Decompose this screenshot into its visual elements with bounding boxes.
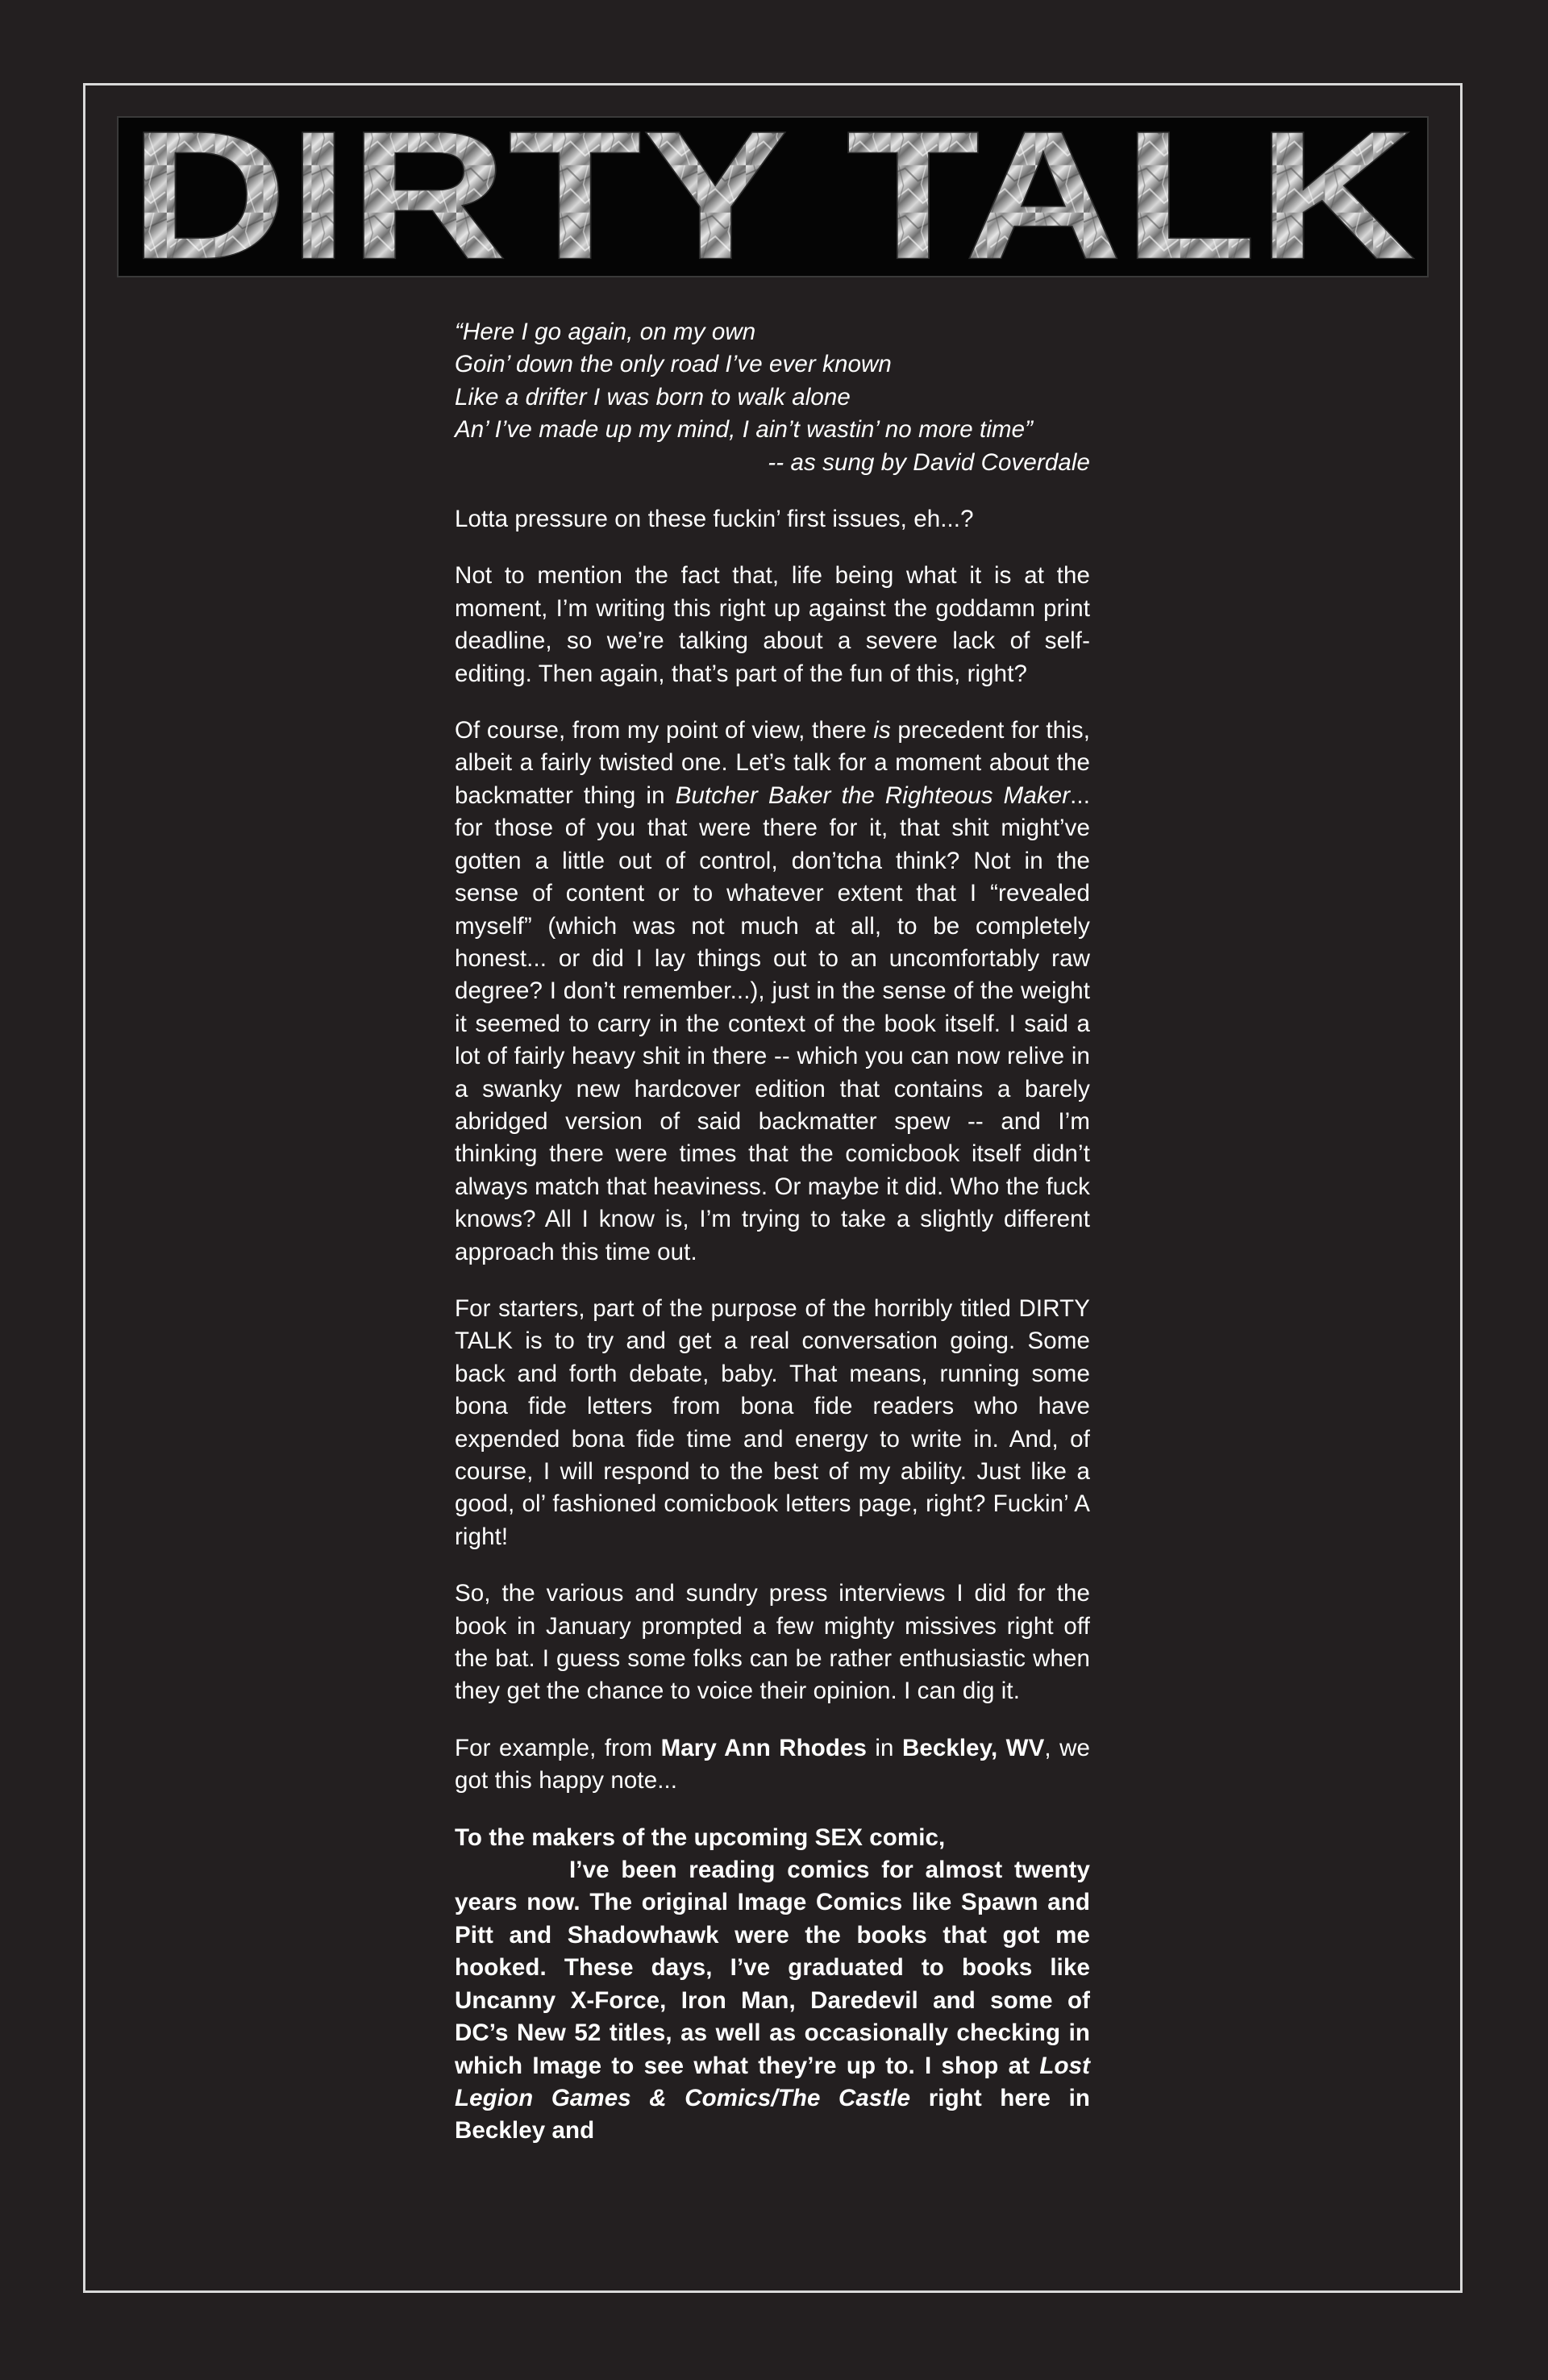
body-paragraph-2: Not to mention the fact that, life being what it is at the moment, I’m writing this right up against the goddamn print deadline, so we’re talking about a severe lack of self-editing. Then again, that’s part of the fun of this, right? bbox=[455, 562, 1090, 687]
masthead-title-text: DIRTY TALK bbox=[128, 118, 1417, 276]
book-title-butcher-baker: Butcher Baker the Righteous Maker bbox=[675, 782, 1071, 809]
body-paragraph-4: For starters, part of the purpose of the horribly titled DIRTY TALK is to try and get a real conversation going. Some back and forth debate, baby. That means, running some bona fide letters from bona fide readers who have expended bona fide time and energy to write in. And, of course, I will respond to the best of my ability. Just like a good, ol’ fashioned comicbook letters page, right? Fuckin’ A right! bbox=[455, 1294, 1090, 1550]
body-paragraph-6 bbox=[455, 1732, 1090, 1798]
text-run: Of course, from my point of view, there bbox=[455, 717, 874, 744]
letter-salutation: To the makers of the upcoming SEX comic, bbox=[455, 1824, 946, 1851]
text-run: precedent for this, albeit a fairly twisted one. Let’s talk for a moment about the backmatter thing in bbox=[455, 717, 1090, 809]
epigraph-line: An’ I’ve made up my mind, I ain’t wastin’ no more time” bbox=[455, 416, 1034, 444]
body-paragraph-1: Lotta pressure on these fuckin’ first issues, eh...? bbox=[455, 506, 974, 533]
masthead-title-graphic bbox=[119, 118, 1427, 276]
masthead-banner bbox=[117, 116, 1429, 277]
store-name: Lost Legion Games & Comics/The Castle bbox=[455, 2052, 1090, 2111]
body-paragraph-3 bbox=[455, 715, 1090, 1269]
epigraph-line: “Here I go again, on my own bbox=[455, 319, 756, 345]
letter-text: right here in Beckley and bbox=[455, 2084, 1090, 2145]
epigraph-line: Goin’ down the only road I’ve ever known bbox=[455, 351, 892, 378]
letter-writer-location: Beckley, WV bbox=[901, 1734, 1045, 1761]
emphasis-is: is bbox=[873, 717, 891, 744]
letter-text: I’ve been reading comics for almost twenty years now. The original Image Comics like Spawn and Pitt and Shadowhawk were the books that got me hooked. These days, I’ve graduated to books like Uncanny X-Force, Iron Man, Daredevil and some of DC’s New 52 titles, as well as occasionally checking in which Image to see what they’re up to. I shop at bbox=[455, 1857, 1090, 2079]
epigraph bbox=[455, 316, 1090, 479]
epigraph-line: Like a drifter I was born to walk alone bbox=[455, 383, 851, 411]
article-column bbox=[455, 316, 1090, 2172]
letter-writer-name: Mary Ann Rhodes bbox=[660, 1734, 867, 1761]
epigraph-credit: -- as sung by David Coverdale bbox=[768, 448, 1090, 476]
reader-letter bbox=[455, 1822, 1090, 2148]
body-paragraph-5: So, the various and sundry press interviews I did for the book in January prompted a few mighty missives right off the bat. I guess some folks can be rather enthusiastic when they get the chance to voice their opinion. I can dig it. bbox=[455, 1580, 1090, 1705]
text-run: , we got this happy note... bbox=[455, 1734, 1090, 1794]
text-run: in bbox=[867, 1734, 902, 1761]
text-run: ... for those of you that were there for it, that shit might’ve gotten a little out of control, don’tcha think? Not in the sense of content or to whatever extent that I “revealed myself” (which was not much at all, to be completely honest... or did I lay things out to an uncomfortably raw degree? I don’t remember...), just in the sense of the weight it seemed to carry in the context of the book itself. I said a lot of fairly heavy shit in there -- which you can now relive in a swanky new hardcover edition that contains a barely abridged version of said backmatter spew -- and I’m thinking there were times that the comicbook itself didn’t always match that heaviness. Or maybe it did. Who the fuck knows? All I know is, I’m trying to take a slightly different approach this time out. bbox=[455, 782, 1091, 1265]
text-run: For example, from bbox=[455, 1734, 661, 1761]
